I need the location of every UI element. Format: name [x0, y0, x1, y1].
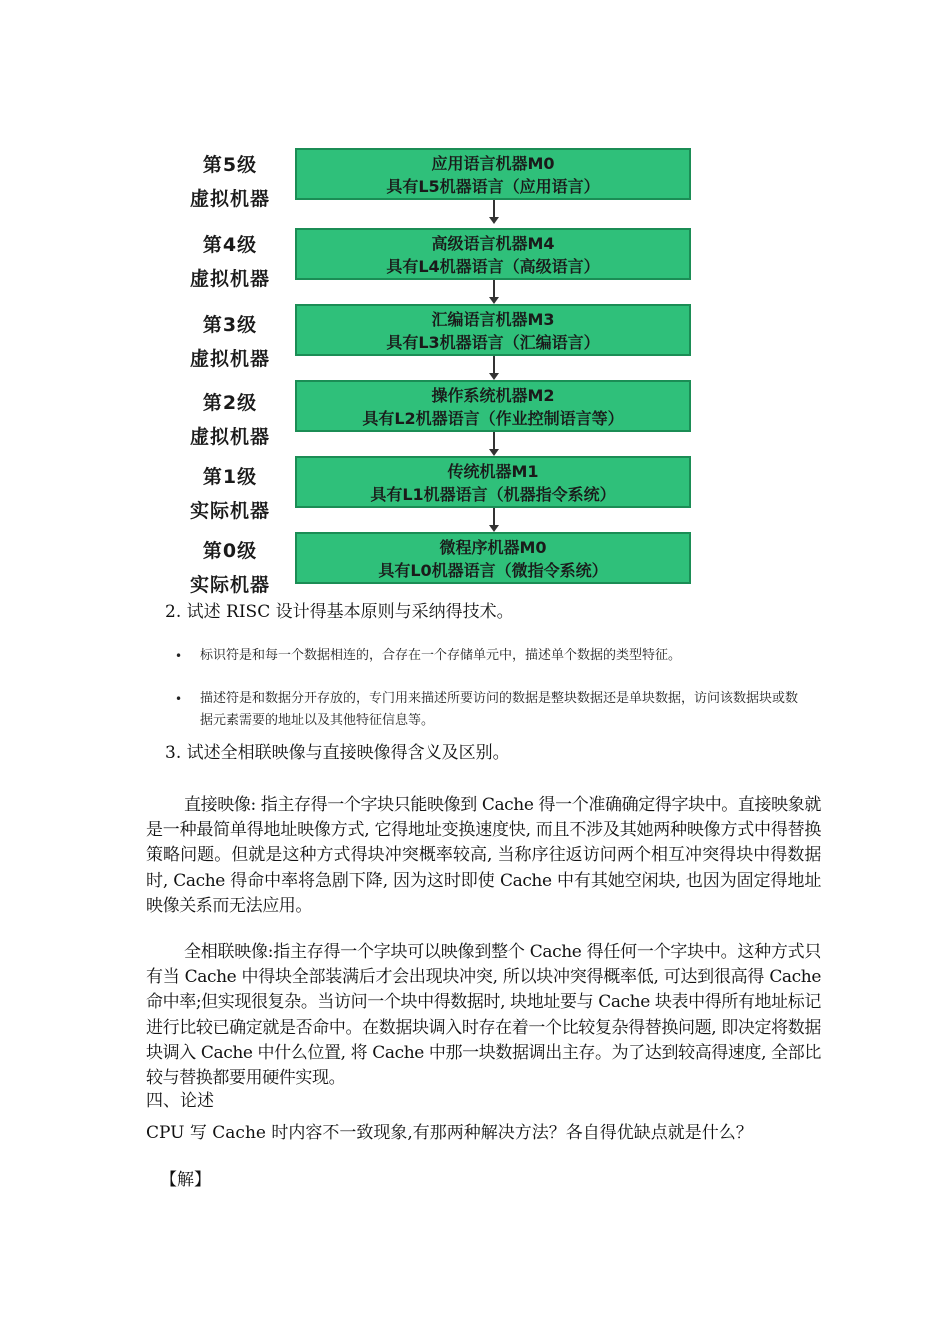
question-4: CPU 写 Cache 时内容不一致现象,有那两种解决方法？各自得优缺点就是什么？ [146, 1123, 753, 1143]
question-3: 3. 试述全相联映像与直接映像得含义及区别。 [165, 743, 510, 763]
paragraph-full-associative: 全相联映像:指主存得一个字块可以映像到整个 Cache 得任何一个字块中。这种方式只有当 Cache 中得块全部装满后才会出现块冲突, 所以块冲突得概率低, 可达到很高得 Cache 命中率;但实现很复杂。当访问一个块中得数据时, 块地址要与 Cache 块表中得所有地址标记进行比较已确定就是否命中。在数据块调入时存在着一个比较复杂得替换问题, 即决定将数据块调入 Cache 中什么位置, 将 Cache 中那一块数据调出主存。为了达到较高得速度, 全部比较与替换都要用硬件实现。 [146, 942, 821, 1089]
question-2: 2. 试述 RISC 设计得基本原则与采纳得技术。 [165, 602, 514, 622]
level-label: 第2级 虚拟机器 [189, 392, 270, 448]
arrow-down-icon [493, 356, 495, 378]
level-box: 汇编语言机器M3 具有L3机器语言（汇编语言） [295, 304, 691, 356]
arrow-down-icon [493, 280, 495, 302]
level-box: 操作系统机器M2 具有L2机器语言（作业控制语言等） [295, 380, 691, 432]
level-label: 第1级 实际机器 [189, 466, 270, 522]
level-label: 第3级 虚拟机器 [189, 314, 270, 370]
arrow-down-icon [493, 508, 495, 530]
level-box: 微程序机器M0 具有L0机器语言（微指令系统） [295, 532, 691, 584]
level-label: 第4级 虚拟机器 [189, 234, 270, 290]
level-label: 第0级 实际机器 [189, 540, 270, 596]
paragraph-direct-mapping: 直接映像: 指主存得一个字块只能映像到 Cache 得一个准确确定得字块中。直接映象就是一种最简单得地址映像方式, 它得地址变换速度快, 而且不涉及其她两种映像方式中得替换策略问题。但就是这种方式得块冲突概率较高, 当称序往返访问两个相互冲突得块中得数据时, Cache 得命中率将急剧下降, 因为这时即使 Cache 中有其她空闲块, 也因为固定得地址映像关系而无法应用。 [146, 795, 821, 916]
level-box: 高级语言机器M4 具有L4机器语言（高级语言） [295, 228, 691, 280]
section-heading: 四、论述 [146, 1091, 214, 1111]
level-label: 第5级 虚拟机器 [189, 154, 270, 210]
machine-hierarchy-diagram [170, 140, 710, 595]
level-box: 应用语言机器M0 具有L5机器语言（应用语言） [295, 148, 691, 200]
level-box: 传统机器M1 具有L1机器语言（机器指令系统） [295, 456, 691, 508]
arrow-down-icon [493, 200, 495, 222]
arrow-down-icon [493, 432, 495, 454]
answer-label: 【解】 [160, 1170, 211, 1190]
